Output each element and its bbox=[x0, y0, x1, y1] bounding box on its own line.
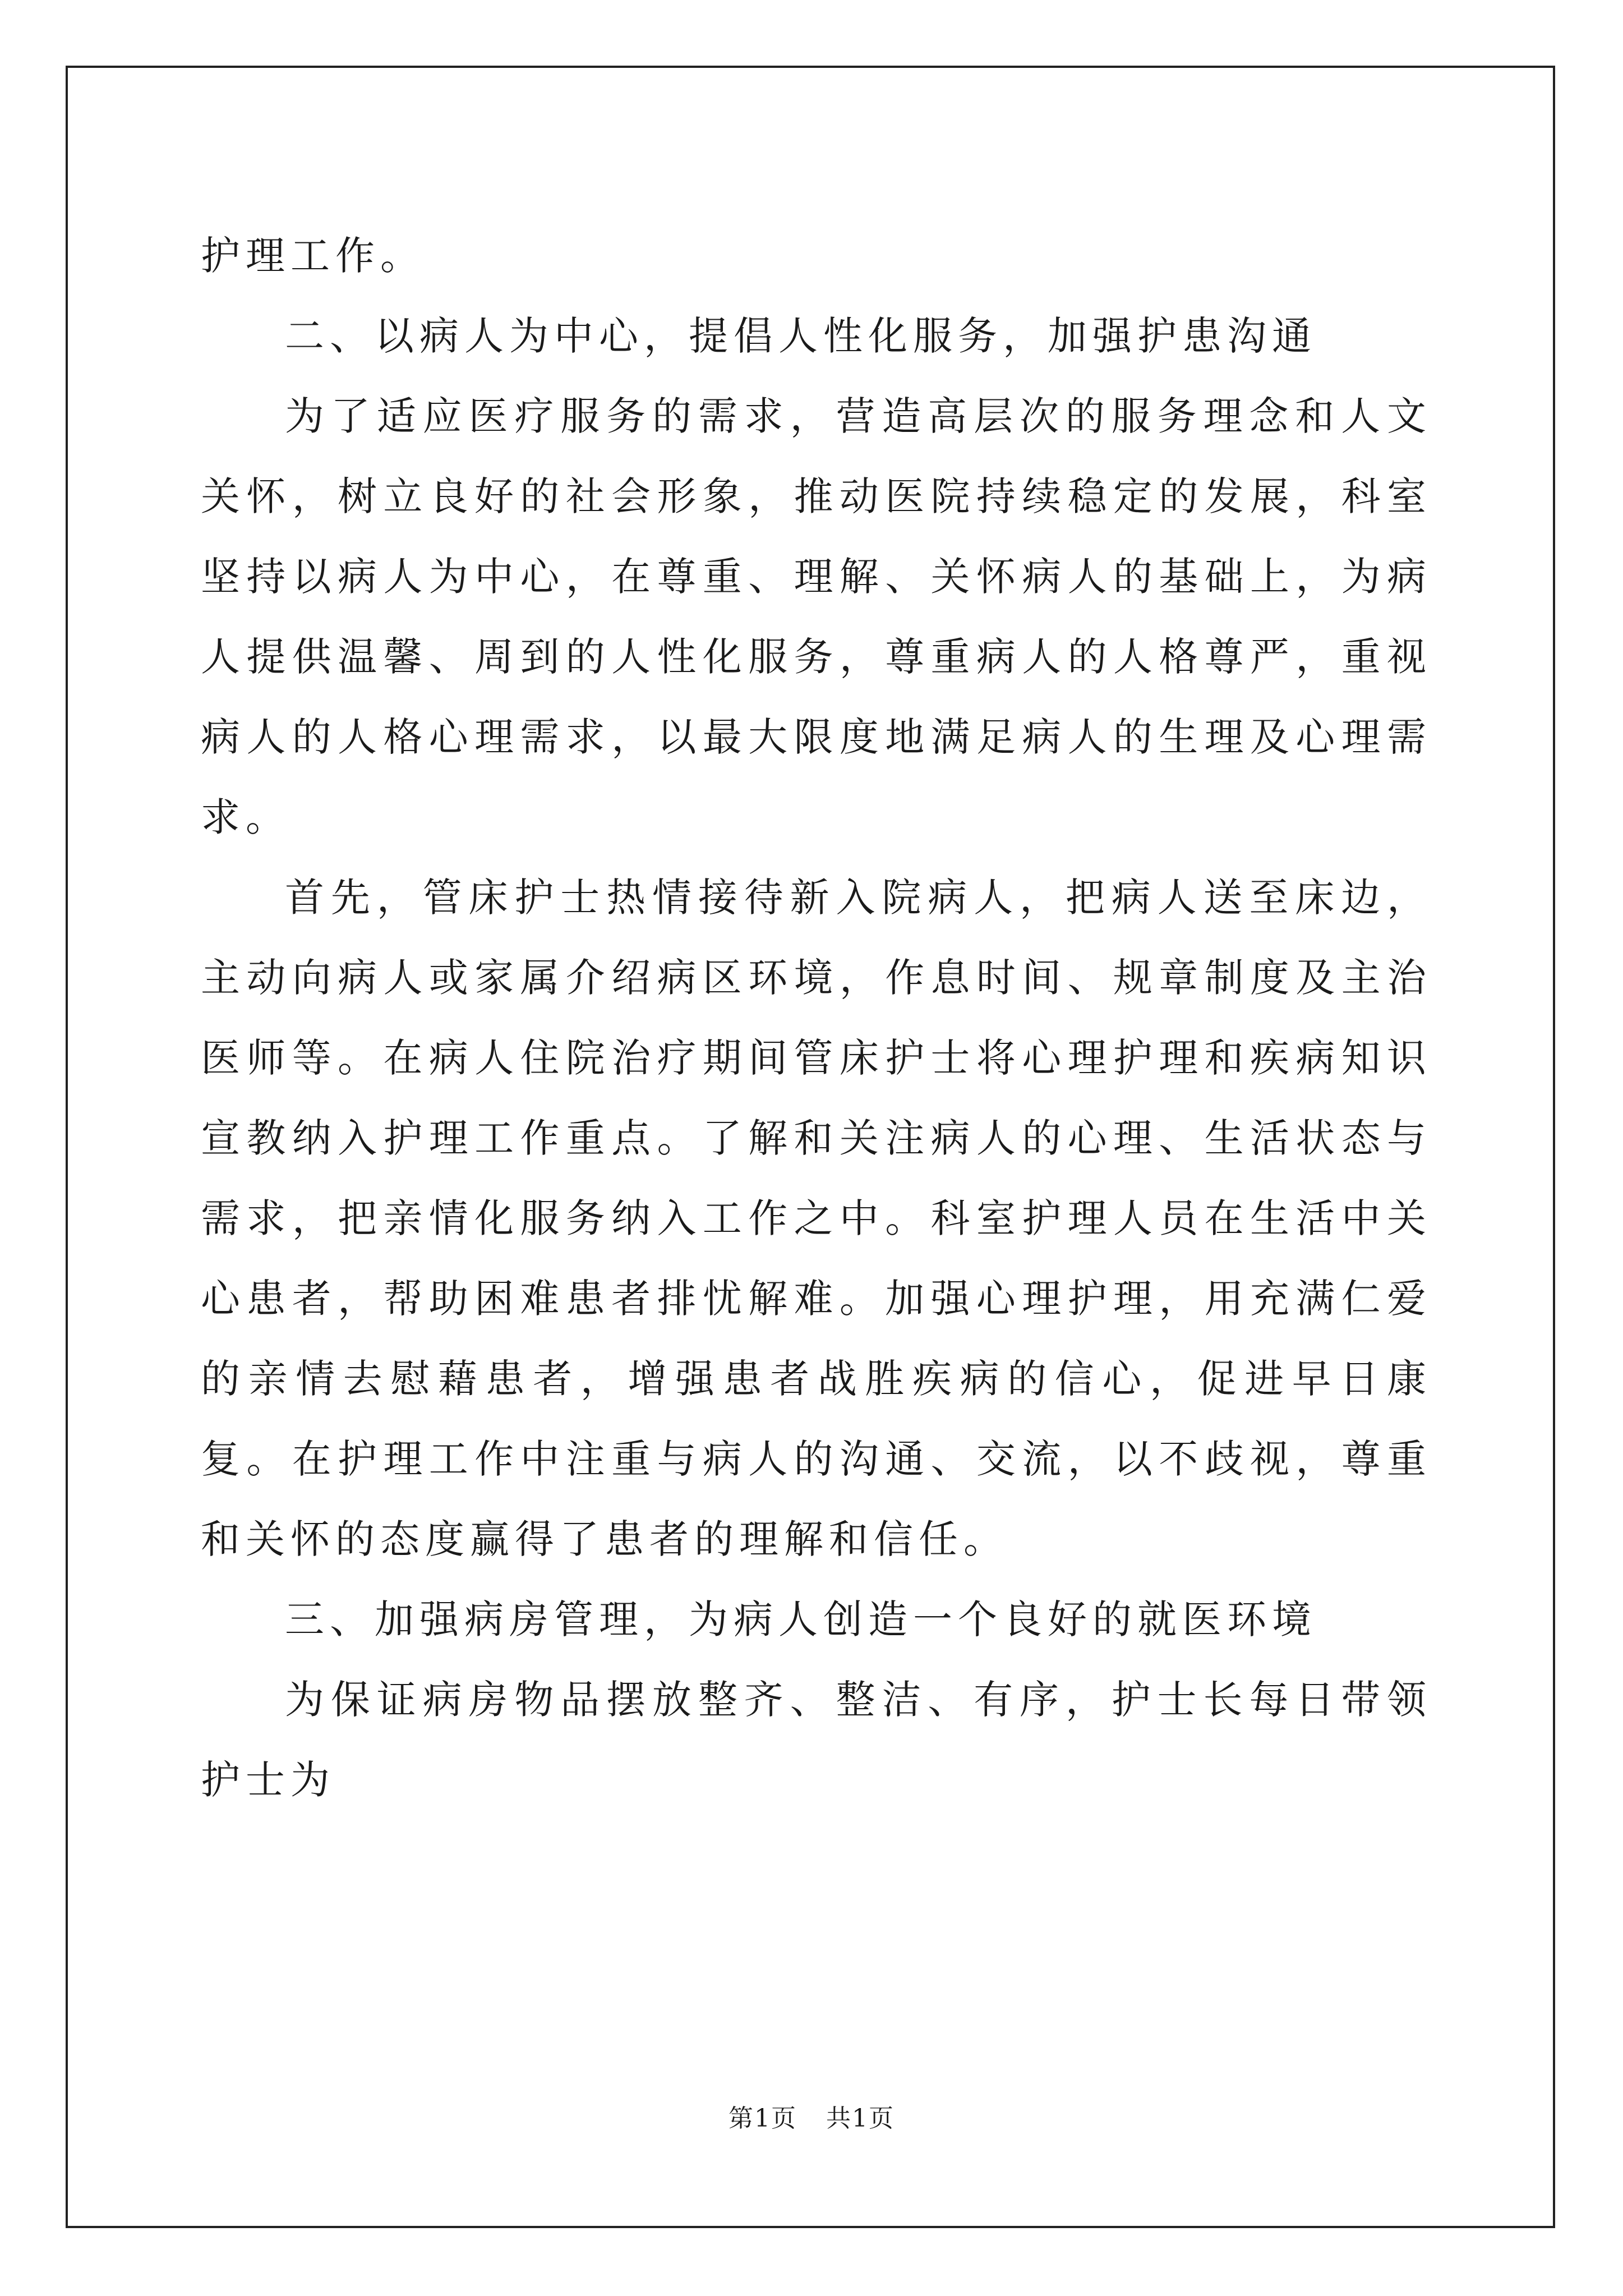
paragraph-ward-management: 为保证病房物品摆放整齐、整洁、有序，护士长每日带领护士为 bbox=[201, 1677, 1432, 1803]
section-heading-2: 二、以病人为中心，提倡人性化服务，加强护患沟通 bbox=[285, 313, 1317, 359]
paragraph-service-philosophy: 为了适应医疗服务的需求，营造高层次的服务理念和人文关怀，树立良好的社会形象，推动医院持续稳定的发展，科室坚持以病人为中心，在尊重、理解、关怀病人的基础上，为病人提供温馨、周到的人性化服务，尊重病人的人格尊严，重视病人的人格心理需求，以最大限度地满足病人的生理及心理需求。 bbox=[201, 393, 1432, 840]
section-heading-3: 三、加强病房管理，为病人创造一个良好的就医环境 bbox=[285, 1596, 1317, 1642]
page-number: 第1页 bbox=[728, 2104, 797, 2133]
paragraph-continuation: 护理工作。 bbox=[201, 233, 425, 279]
paragraph-admission-care: 首先，管床护士热情接待新入院病人，把病人送至床边，主动向病人或家属介绍病区环境，作息时间、规章制度及主治医师等。在病人住院治疗期间管床护士将心理护理和疾病知识宣教纳入护理工作重点。了解和关注病人的心理、生活状态与需求，把亲情化服务纳入工作之中。科室护理人员在生活中关心患者，帮助困难患者排忧解难。加强心理护理，用充满仁爱的亲情去慰藉患者，增强患者战胜疾病的信心，促进早日康复。在护理工作中注重与病人的沟通、交流，以不歧视，尊重和关怀的态度赢得了患者的理解和信任。 bbox=[201, 875, 1432, 1562]
document-body bbox=[201, 216, 1432, 1820]
page-total: 共1页 bbox=[826, 2104, 895, 2133]
page-footer bbox=[0, 2098, 1623, 2134]
